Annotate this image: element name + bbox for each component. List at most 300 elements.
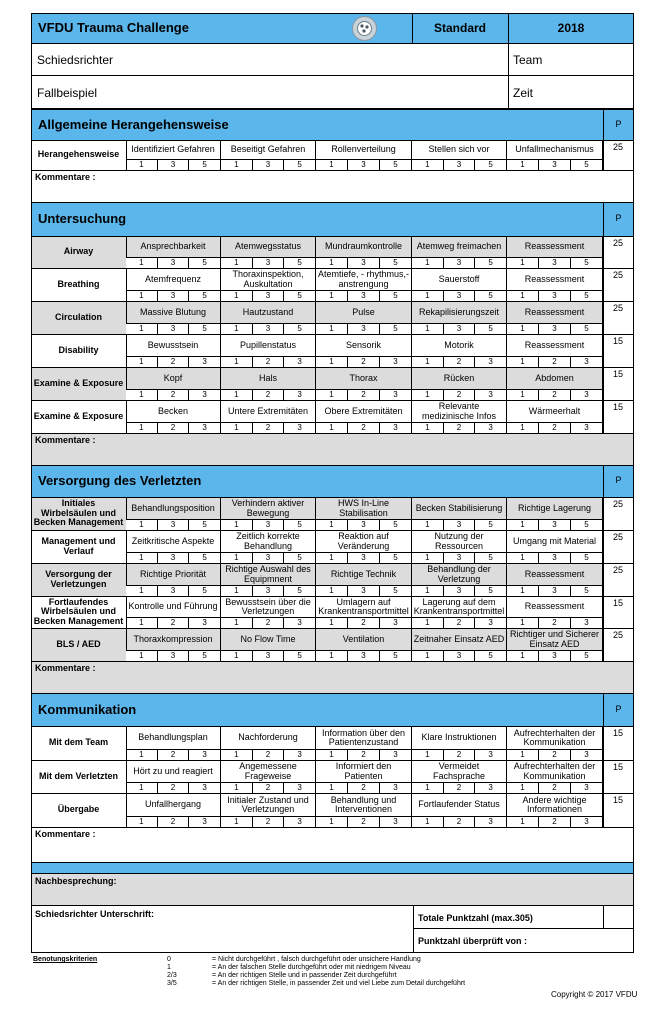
comments-label: Kommentare : [35,663,96,673]
score-option[interactable]: 2 [444,750,476,760]
row-points: 15 [612,336,623,346]
row-label: Breathing [57,278,100,289]
legend-code: 1 [167,964,171,971]
legend-code: 3/5 [167,980,177,987]
criterion-label: No Flow Time [221,629,316,651]
score-option[interactable]: 3 [189,423,221,433]
score-option[interactable]: 3 [475,783,507,793]
score-option[interactable]: 3 [284,357,316,367]
row-points: 15 [612,598,623,608]
score-option[interactable]: 3 [444,553,476,563]
score-option[interactable]: 1 [126,357,158,367]
score-option[interactable]: 2 [348,357,380,367]
score-option[interactable]: 5 [380,553,412,563]
score-option[interactable]: 3 [348,160,380,170]
score-option[interactable]: 2 [444,817,476,827]
score-option[interactable]: 1 [507,291,539,301]
score-option[interactable]: 3 [571,817,603,827]
score-option[interactable]: 3 [380,357,412,367]
score-option[interactable]: 3 [253,586,285,596]
score-option[interactable]: 2 [253,618,285,628]
score-option[interactable]: 3 [571,357,603,367]
score-option[interactable]: 2 [158,817,190,827]
score-option[interactable]: 2 [253,390,285,400]
score-option[interactable]: 2 [158,423,190,433]
score-option[interactable]: 5 [380,160,412,170]
criterion-label: Rollenverteilung [316,141,412,160]
legend-text: = An der falschen Stelle durchgeführt oder mit niedrigem Niveau [212,964,411,971]
score-option[interactable]: 2 [253,357,285,367]
score-option[interactable]: 2 [444,423,476,433]
score-option[interactable]: 3 [189,817,221,827]
criterion-label: Pupillenstatus [221,335,316,357]
score-option[interactable]: 2 [539,750,571,760]
signature-label: Schiedsrichter Unterschrift: [35,909,155,919]
score-option[interactable]: 5 [571,586,603,596]
score-option[interactable]: 1 [221,291,253,301]
score-option[interactable]: 1 [221,324,253,334]
vfdu-logo-icon [352,16,377,41]
criterion-label: Klare Instruktionen [412,727,507,750]
score-option[interactable]: 3 [571,423,603,433]
score-option[interactable]: 1 [221,520,253,530]
score-option[interactable]: 3 [444,586,476,596]
score-option[interactable]: 3 [253,324,285,334]
score-option[interactable]: 3 [189,783,221,793]
score-option[interactable]: 3 [158,651,190,661]
score-option[interactable]: 2 [158,618,190,628]
score-option[interactable]: 5 [380,651,412,661]
legend-text: = Nicht durchgeführt , falsch durchgeführt oder unsichere Handlung [212,956,421,963]
score-option[interactable]: 2 [253,750,285,760]
row-label: Examine & Exposure [33,377,124,388]
score-option[interactable]: 2 [253,817,285,827]
score-option[interactable]: 1 [412,651,444,661]
score-option[interactable]: 1 [507,160,539,170]
criterion-label: Bewusstsein über die Verletzungen [221,597,316,618]
criterion-label: Sauerstoff [412,269,507,291]
criterion-label: Umlagern auf Krankentransportmittel [316,597,412,618]
score-option[interactable]: 1 [412,750,444,760]
score-option[interactable]: 3 [253,291,285,301]
row-label: Circulation [54,311,102,322]
score-option[interactable]: 1 [507,553,539,563]
score-option[interactable]: 3 [348,651,380,661]
score-option[interactable]: 3 [284,783,316,793]
score-option[interactable]: 5 [284,520,316,530]
debrief-box [31,873,634,906]
score-option[interactable]: 1 [316,160,348,170]
criterion-label: Relevante medizinische Infos [412,401,507,423]
score-option[interactable]: 3 [253,160,285,170]
score-option[interactable]: 2 [348,783,380,793]
score-option[interactable]: 2 [444,390,476,400]
comments-label: Kommentare : [35,172,96,182]
score-option[interactable]: 3 [284,390,316,400]
score-option[interactable]: 3 [253,258,285,268]
score-option[interactable]: 5 [475,324,507,334]
score-option[interactable]: 3 [158,553,190,563]
score-option[interactable]: 1 [221,423,253,433]
score-option[interactable]: 3 [189,390,221,400]
section-title: Versorgung des Verletzten [38,473,202,488]
score-option[interactable]: 3 [189,618,221,628]
row-label: Herangehensweise [37,149,120,160]
score-option[interactable]: 5 [475,651,507,661]
criterion-label: Thoraxkompression [126,629,221,651]
criterion-label: Beseitigt Gefahren [221,141,316,160]
score-option[interactable]: 5 [380,324,412,334]
criterion-label: Nachforderung [221,727,316,750]
score-option[interactable]: 1 [412,291,444,301]
score-option[interactable]: 5 [189,651,221,661]
score-option[interactable]: 3 [475,357,507,367]
score-option[interactable]: 5 [380,586,412,596]
legend-code: 0 [167,956,171,963]
score-option[interactable]: 5 [475,160,507,170]
score-option[interactable]: 3 [348,258,380,268]
score-option[interactable]: 5 [475,586,507,596]
score-option[interactable]: 5 [475,553,507,563]
criterion-label: Hals [221,368,316,390]
criterion-label: Umgang mit Material [507,531,603,553]
score-option[interactable]: 1 [316,520,348,530]
score-option[interactable]: 3 [539,520,571,530]
criterion-label: Bewusstsein [126,335,221,357]
score-option[interactable]: 1 [126,553,158,563]
score-option[interactable]: 3 [284,817,316,827]
score-option[interactable]: 3 [253,553,285,563]
legend-title: Benotungskriterien [33,956,98,963]
score-option[interactable]: 1 [221,783,253,793]
score-option[interactable]: 5 [189,291,221,301]
score-option[interactable]: 5 [284,553,316,563]
score-option[interactable]: 1 [221,357,253,367]
score-option[interactable]: 3 [158,586,190,596]
score-option[interactable]: 1 [126,586,158,596]
score-option[interactable]: 3 [539,324,571,334]
criterion-label: Mundraumkontrolle [316,237,412,258]
score-option[interactable]: 1 [221,750,253,760]
score-option[interactable]: 5 [571,553,603,563]
score-option[interactable]: 2 [348,750,380,760]
points-header: P [615,703,622,714]
row-points: 15 [612,369,623,379]
score-option[interactable]: 1 [221,817,253,827]
score-option[interactable]: 5 [475,258,507,268]
copyright: Copyright © 2017 VFDU [551,990,638,999]
score-option[interactable]: 3 [444,258,476,268]
score-option[interactable]: 3 [571,750,603,760]
score-option[interactable]: 5 [571,160,603,170]
score-option[interactable]: 1 [316,553,348,563]
score-option[interactable]: 1 [412,520,444,530]
score-option[interactable]: 5 [189,160,221,170]
score-option[interactable]: 1 [507,423,539,433]
score-option[interactable]: 3 [539,553,571,563]
score-option[interactable]: 1 [316,258,348,268]
score-option[interactable]: 3 [571,783,603,793]
score-option[interactable]: 1 [412,553,444,563]
score-option[interactable]: 1 [507,586,539,596]
score-option[interactable]: 3 [444,291,476,301]
header-title: VFDU Trauma Challenge [38,20,189,35]
score-option[interactable]: 2 [348,423,380,433]
score-option[interactable]: 1 [507,520,539,530]
score-option[interactable]: 5 [475,520,507,530]
score-option[interactable]: 1 [507,750,539,760]
row-points: 15 [612,762,623,772]
criterion-label: Lagerung auf dem Krankentransportmittel [412,597,507,618]
score-option[interactable]: 5 [284,651,316,661]
score-option[interactable]: 1 [507,357,539,367]
criterion-label: Reaktion auf Veränderung [316,531,412,553]
score-option[interactable]: 1 [412,817,444,827]
score-option[interactable]: 1 [412,783,444,793]
score-option[interactable]: 5 [380,258,412,268]
score-option[interactable]: 2 [158,357,190,367]
score-option[interactable]: 3 [158,291,190,301]
criterion-label: Wärmeerhalt [507,401,603,423]
score-option[interactable]: 5 [571,291,603,301]
score-option[interactable]: 3 [158,160,190,170]
score-option[interactable]: 3 [380,390,412,400]
criterion-label: Rekapilisierungszeit [412,302,507,324]
score-option[interactable]: 3 [253,520,285,530]
score-option[interactable]: 1 [507,390,539,400]
criterion-label: Unfallhergang [126,794,221,817]
score-option[interactable]: 1 [126,618,158,628]
criterion-label: Richtige Lagerung [507,498,603,520]
score-option[interactable]: 3 [348,586,380,596]
score-option[interactable]: 1 [126,324,158,334]
criterion-label: Hört zu und reagiert [126,761,221,783]
case-row [31,75,634,109]
score-option[interactable]: 1 [221,586,253,596]
score-option[interactable]: 1 [316,750,348,760]
score-option[interactable]: 2 [444,357,476,367]
criterion-label: Becken Stabilisierung [412,498,507,520]
score-option[interactable]: 5 [571,520,603,530]
criterion-label: Aufrechterhalten der Kommunikation [507,761,603,783]
score-option[interactable]: 3 [380,750,412,760]
score-option[interactable]: 3 [444,160,476,170]
score-option[interactable]: 1 [316,783,348,793]
criterion-label: Thorax [316,368,412,390]
score-option[interactable]: 1 [126,258,158,268]
score-option[interactable]: 1 [316,817,348,827]
score-option[interactable]: 1 [507,324,539,334]
score-option[interactable]: 2 [539,423,571,433]
score-option[interactable]: 2 [348,618,380,628]
score-option[interactable]: 5 [189,324,221,334]
score-option[interactable]: 1 [412,357,444,367]
score-option[interactable]: 3 [284,750,316,760]
score-option[interactable]: 2 [158,750,190,760]
score-option[interactable]: 1 [412,390,444,400]
score-option[interactable]: 2 [539,618,571,628]
criterion-label: Atemtiefe, - rhythmus,- anstrengung [316,269,412,291]
score-option[interactable]: 1 [412,160,444,170]
score-option[interactable]: 3 [380,817,412,827]
section-title: Kommunikation [38,701,137,717]
score-option[interactable]: 1 [507,258,539,268]
referee-label: Schiedsrichter [37,53,114,67]
criterion-label: Rücken [412,368,507,390]
score-option[interactable]: 3 [253,651,285,661]
score-option[interactable]: 2 [539,783,571,793]
score-option[interactable]: 1 [412,423,444,433]
score-option[interactable]: 2 [253,783,285,793]
criterion-label: Reassessment [507,269,603,291]
score-option[interactable]: 3 [539,291,571,301]
score-option[interactable]: 2 [539,390,571,400]
score-option[interactable]: 1 [126,423,158,433]
score-option[interactable]: 1 [126,817,158,827]
score-option[interactable]: 1 [316,390,348,400]
criterion-label: Massive Blutung [126,302,221,324]
score-option[interactable]: 1 [126,520,158,530]
score-option[interactable]: 3 [475,750,507,760]
score-option[interactable]: 1 [126,390,158,400]
score-option[interactable]: 1 [507,618,539,628]
score-option[interactable]: 1 [221,258,253,268]
score-option[interactable]: 5 [284,258,316,268]
score-option[interactable]: 3 [444,324,476,334]
criterion-label: Ansprechbarkeit [126,237,221,258]
score-option[interactable]: 3 [475,618,507,628]
score-option[interactable]: 1 [412,618,444,628]
score-option[interactable]: 1 [316,423,348,433]
score-option[interactable]: 1 [221,618,253,628]
score-option[interactable]: 3 [348,324,380,334]
criterion-label: Behandlungsplan [126,727,221,750]
score-option[interactable]: 1 [507,651,539,661]
score-option[interactable]: 3 [348,291,380,301]
score-option[interactable]: 1 [507,783,539,793]
score-option[interactable]: 1 [412,324,444,334]
criterion-label: HWS In-Line Stabilisation [316,498,412,520]
score-option[interactable]: 5 [284,324,316,334]
score-option[interactable]: 3 [189,357,221,367]
score-option[interactable]: 1 [316,324,348,334]
score-option[interactable]: 3 [571,390,603,400]
score-option[interactable]: 1 [126,651,158,661]
score-option[interactable]: 3 [158,520,190,530]
score-option[interactable]: 1 [316,618,348,628]
score-option[interactable]: 5 [284,291,316,301]
score-option[interactable]: 3 [539,651,571,661]
score-option[interactable]: 1 [316,291,348,301]
legend-code: 2/3 [167,972,177,979]
score-option[interactable]: 3 [189,750,221,760]
score-option[interactable]: 5 [380,291,412,301]
score-option[interactable]: 2 [444,618,476,628]
score-option[interactable]: 3 [475,817,507,827]
score-option[interactable]: 5 [571,651,603,661]
time-label: Zeit [513,86,534,100]
score-option[interactable]: 3 [539,258,571,268]
score-option[interactable]: 5 [571,324,603,334]
score-option[interactable]: 5 [189,553,221,563]
score-option[interactable]: 3 [444,520,476,530]
score-option[interactable]: 1 [126,291,158,301]
score-option[interactable]: 1 [412,258,444,268]
score-option[interactable]: 3 [158,258,190,268]
row-points: 25 [612,565,623,575]
score-option[interactable]: 3 [539,160,571,170]
score-option[interactable]: 1 [316,357,348,367]
score-option[interactable]: 3 [380,423,412,433]
score-option[interactable]: 3 [444,651,476,661]
criterion-label: Pulse [316,302,412,324]
score-option[interactable]: 5 [284,586,316,596]
score-option[interactable]: 2 [539,817,571,827]
points-header: P [615,475,622,485]
criterion-label: Information über den Patientenzustand [316,727,412,750]
score-option[interactable]: 3 [348,520,380,530]
score-option[interactable]: 1 [412,586,444,596]
criterion-label: Sensorik [316,335,412,357]
score-option[interactable]: 2 [539,357,571,367]
criterion-label: Untere Extremitäten [221,401,316,423]
score-option[interactable]: 3 [475,390,507,400]
score-option[interactable]: 1 [316,651,348,661]
score-option[interactable]: 1 [126,750,158,760]
score-option[interactable]: 3 [380,783,412,793]
score-option[interactable]: 3 [284,423,316,433]
score-option[interactable]: 2 [444,783,476,793]
score-option[interactable]: 1 [221,651,253,661]
score-option[interactable]: 1 [126,160,158,170]
score-option[interactable]: 1 [221,553,253,563]
score-option[interactable]: 2 [158,390,190,400]
score-option[interactable]: 5 [284,160,316,170]
criterion-label: Aufrechterhalten der Kommunikation [507,727,603,750]
row-label: BLS / AED [56,638,101,649]
score-option[interactable]: 5 [189,586,221,596]
score-option[interactable]: 3 [348,553,380,563]
comments-top-border [31,827,634,828]
score-option[interactable]: 5 [380,520,412,530]
criterion-label: Zeitnaher Einsatz AED [412,629,507,651]
criterion-label: Initialer Zustand und Verletzungen [221,794,316,817]
debrief-label: Nachbesprechung: [35,876,117,886]
score-option[interactable]: 3 [475,423,507,433]
score-option[interactable]: 1 [221,160,253,170]
score-option[interactable]: 3 [158,324,190,334]
score-option[interactable]: 1 [126,783,158,793]
score-option[interactable]: 3 [284,618,316,628]
score-option[interactable]: 1 [316,586,348,596]
score-option[interactable]: 5 [189,520,221,530]
score-option[interactable]: 5 [475,291,507,301]
score-option[interactable]: 2 [253,423,285,433]
criterion-label: Zeitlich korrekte Behandlung [221,531,316,553]
points-column-divider [603,726,604,827]
score-option[interactable]: 5 [571,258,603,268]
score-option[interactable]: 3 [571,618,603,628]
score-option[interactable]: 5 [189,258,221,268]
score-option[interactable]: 2 [348,390,380,400]
score-option[interactable]: 2 [348,817,380,827]
score-option[interactable]: 2 [158,783,190,793]
score-option[interactable]: 3 [539,586,571,596]
criterion-label: Reassessment [507,302,603,324]
score-option[interactable]: 1 [507,817,539,827]
score-option[interactable]: 3 [380,618,412,628]
score-option[interactable]: 1 [221,390,253,400]
